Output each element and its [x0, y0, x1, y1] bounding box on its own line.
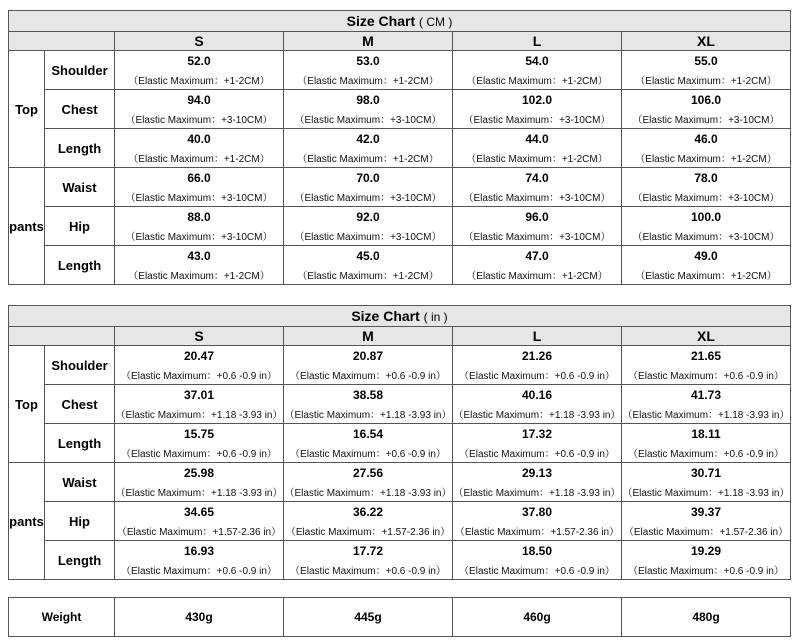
measure-value: 15.75 — [115, 424, 284, 444]
elastic-note: （Elastic Maximum：+1.18 -3.93 in） — [115, 404, 284, 424]
title-text: Size Chart — [351, 308, 420, 324]
measure-note-row — [9, 265, 791, 285]
size-header-row — [9, 32, 791, 51]
measure-value-row — [9, 502, 791, 522]
elastic-note: （Elastic Maximum：+0.6 -0.9 in） — [622, 365, 791, 385]
measure-label: Chest — [45, 385, 115, 424]
elastic-note: （Elastic Maximum：+3-10CM） — [284, 109, 453, 129]
title-text: Size Chart — [346, 13, 416, 29]
measure-value-row — [9, 90, 791, 110]
measure-note-row — [9, 365, 791, 385]
elastic-note: （Elastic Maximum：+0.6 -0.9 in） — [115, 443, 284, 463]
elastic-note: （Elastic Maximum：+1.18 -3.93 in） — [622, 404, 791, 424]
measure-label: Chest — [45, 90, 115, 129]
elastic-note: （Elastic Maximum：+3-10CM） — [622, 226, 791, 246]
measure-label: Length — [45, 246, 115, 285]
measure-value: 43.0 — [115, 246, 284, 266]
elastic-note: （Elastic Maximum：+1-2CM） — [115, 148, 284, 168]
elastic-note: （Elastic Maximum：+1-2CM） — [622, 265, 791, 285]
title-row — [9, 11, 791, 32]
elastic-note: （Elastic Maximum：+0.6 -0.9 in） — [115, 560, 284, 580]
elastic-note: （Elastic Maximum：+0.6 -0.9 in） — [115, 365, 284, 385]
measure-value-row — [9, 168, 791, 188]
weight-value-s: 430g — [115, 598, 284, 637]
elastic-note: （Elastic Maximum：+3-10CM） — [284, 226, 453, 246]
measure-value: 45.0 — [284, 246, 453, 266]
elastic-note: （Elastic Maximum：+3-10CM） — [115, 226, 284, 246]
size-chart-in-table — [8, 305, 791, 580]
measure-value: 47.0 — [453, 246, 622, 266]
measure-value-row — [9, 463, 791, 483]
measure-value: 16.93 — [115, 541, 284, 561]
measure-note-row — [9, 70, 791, 90]
measure-value: 40.0 — [115, 129, 284, 149]
measure-value: 25.98 — [115, 463, 284, 483]
title-unit: ( in ) — [423, 310, 448, 324]
title-unit: ( CM ) — [419, 15, 453, 29]
elastic-note: （Elastic Maximum：+3-10CM） — [453, 187, 622, 207]
elastic-note: （Elastic Maximum：+0.6 -0.9 in） — [622, 443, 791, 463]
weight-value-l: 460g — [453, 598, 622, 637]
measure-value: 38.58 — [284, 385, 453, 405]
elastic-note: （Elastic Maximum：+1.18 -3.93 in） — [115, 482, 284, 502]
size-header: M — [284, 327, 453, 346]
header-blank-cell — [9, 327, 115, 346]
measure-value: 78.0 — [622, 168, 791, 188]
elastic-note: （Elastic Maximum：+1-2CM） — [622, 70, 791, 90]
elastic-note: （Elastic Maximum：+3-10CM） — [115, 187, 284, 207]
measure-value-row — [9, 51, 791, 71]
elastic-note: （Elastic Maximum：+0.6 -0.9 in） — [284, 365, 453, 385]
measure-value-row — [9, 424, 791, 444]
elastic-note: （Elastic Maximum：+1-2CM） — [115, 70, 284, 90]
size-header: S — [115, 32, 284, 51]
elastic-note: （Elastic Maximum：+1-2CM） — [284, 265, 453, 285]
elastic-note: （Elastic Maximum：+1.18 -3.93 in） — [453, 482, 622, 502]
elastic-note: （Elastic Maximum：+3-10CM） — [284, 187, 453, 207]
measure-value: 54.0 — [453, 51, 622, 71]
elastic-note: （Elastic Maximum：+1-2CM） — [622, 148, 791, 168]
measure-note-row — [9, 482, 791, 502]
measure-value: 102.0 — [453, 90, 622, 110]
measure-label: Length — [45, 424, 115, 463]
weight-row — [9, 598, 791, 637]
measure-value: 37.01 — [115, 385, 284, 405]
measure-value: 20.87 — [284, 346, 453, 366]
measure-value: 53.0 — [284, 51, 453, 71]
measure-value: 41.73 — [622, 385, 791, 405]
measure-value: 98.0 — [284, 90, 453, 110]
measure-value: 88.0 — [115, 207, 284, 227]
measure-value: 39.37 — [622, 502, 791, 522]
measure-value-row — [9, 346, 791, 366]
elastic-note: （Elastic Maximum：+0.6 -0.9 in） — [453, 443, 622, 463]
table-title — [9, 11, 791, 32]
measure-value: 96.0 — [453, 207, 622, 227]
measure-value: 74.0 — [453, 168, 622, 188]
size-header-row — [9, 327, 791, 346]
elastic-note: （Elastic Maximum：+1.18 -3.93 in） — [622, 482, 791, 502]
group-label: pants — [9, 463, 45, 580]
weight-table — [8, 597, 791, 637]
weight-label: Weight — [9, 598, 115, 637]
measure-note-row — [9, 443, 791, 463]
measure-label: Hip — [45, 502, 115, 541]
measure-value: 30.71 — [622, 463, 791, 483]
elastic-note: （Elastic Maximum：+1-2CM） — [115, 265, 284, 285]
elastic-note: （Elastic Maximum：+1.18 -3.93 in） — [284, 404, 453, 424]
size-header: XL — [622, 327, 791, 346]
elastic-note: （Elastic Maximum：+1.18 -3.93 in） — [453, 404, 622, 424]
measure-note-row — [9, 109, 791, 129]
size-header: M — [284, 32, 453, 51]
measure-value-row — [9, 385, 791, 405]
size-header: L — [453, 32, 622, 51]
elastic-note: （Elastic Maximum：+1.18 -3.93 in） — [284, 482, 453, 502]
measure-value: 55.0 — [622, 51, 791, 71]
measure-value: 49.0 — [622, 246, 791, 266]
measure-value: 17.32 — [453, 424, 622, 444]
elastic-note: （Elastic Maximum：+0.6 -0.9 in） — [453, 560, 622, 580]
elastic-note: （Elastic Maximum：+3-10CM） — [622, 187, 791, 207]
measure-value-row — [9, 207, 791, 227]
elastic-note: （Elastic Maximum：+1.57-2.36 in） — [622, 521, 791, 541]
measure-value-row — [9, 246, 791, 266]
measure-value: 40.16 — [453, 385, 622, 405]
elastic-note: （Elastic Maximum：+1-2CM） — [453, 70, 622, 90]
measure-note-row — [9, 560, 791, 580]
measure-note-row — [9, 226, 791, 246]
measure-value: 34.65 — [115, 502, 284, 522]
measure-value: 20.47 — [115, 346, 284, 366]
size-header: L — [453, 327, 622, 346]
elastic-note: （Elastic Maximum：+1-2CM） — [453, 265, 622, 285]
elastic-note: （Elastic Maximum：+3-10CM） — [622, 109, 791, 129]
measure-value-row — [9, 129, 791, 149]
measure-value: 21.65 — [622, 346, 791, 366]
group-label: Top — [9, 51, 45, 168]
elastic-note: （Elastic Maximum：+3-10CM） — [115, 109, 284, 129]
measure-value: 66.0 — [115, 168, 284, 188]
measure-value: 94.0 — [115, 90, 284, 110]
measure-value: 18.50 — [453, 541, 622, 561]
elastic-note: （Elastic Maximum：+0.6 -0.9 in） — [622, 560, 791, 580]
title-row — [9, 306, 791, 327]
weight-value-xl: 480g — [622, 598, 791, 637]
group-label: Top — [9, 346, 45, 463]
measure-value: 19.29 — [622, 541, 791, 561]
measure-value: 52.0 — [115, 51, 284, 71]
measure-value: 100.0 — [622, 207, 791, 227]
measure-value: 46.0 — [622, 129, 791, 149]
header-blank-cell — [9, 32, 115, 51]
measure-label: Hip — [45, 207, 115, 246]
measure-note-row — [9, 404, 791, 424]
elastic-note: （Elastic Maximum：+1-2CM） — [284, 70, 453, 90]
table-title — [9, 306, 791, 327]
elastic-note: （Elastic Maximum：+1-2CM） — [284, 148, 453, 168]
elastic-note: （Elastic Maximum：+1.57-2.36 in） — [453, 521, 622, 541]
group-label: pants — [9, 168, 45, 285]
elastic-note: （Elastic Maximum：+1-2CM） — [453, 148, 622, 168]
weight-value-m: 445g — [284, 598, 453, 637]
measure-value: 17.72 — [284, 541, 453, 561]
elastic-note: （Elastic Maximum：+0.6 -0.9 in） — [284, 443, 453, 463]
measure-value: 106.0 — [622, 90, 791, 110]
measure-value: 21.26 — [453, 346, 622, 366]
measure-label: Waist — [45, 168, 115, 207]
measure-value: 44.0 — [453, 129, 622, 149]
measure-note-row — [9, 187, 791, 207]
measure-note-row — [9, 148, 791, 168]
measure-label: Shoulder — [45, 346, 115, 385]
measure-label: Length — [45, 541, 115, 580]
measure-value: 16.54 — [284, 424, 453, 444]
elastic-note: （Elastic Maximum：+1.57-2.36 in） — [115, 521, 284, 541]
elastic-note: （Elastic Maximum：+1.57-2.36 in） — [284, 521, 453, 541]
elastic-note: （Elastic Maximum：+3-10CM） — [453, 109, 622, 129]
elastic-note: （Elastic Maximum：+3-10CM） — [453, 226, 622, 246]
measure-value-row — [9, 541, 791, 561]
measure-note-row — [9, 521, 791, 541]
measure-label: Length — [45, 129, 115, 168]
measure-value: 92.0 — [284, 207, 453, 227]
measure-value: 27.56 — [284, 463, 453, 483]
measure-value: 29.13 — [453, 463, 622, 483]
size-chart-cm-table — [8, 10, 791, 285]
measure-value: 70.0 — [284, 168, 453, 188]
elastic-note: （Elastic Maximum：+0.6 -0.9 in） — [453, 365, 622, 385]
measure-value: 36.22 — [284, 502, 453, 522]
measure-value: 37.80 — [453, 502, 622, 522]
measure-value: 18.11 — [622, 424, 791, 444]
measure-label: Shoulder — [45, 51, 115, 90]
size-header: S — [115, 327, 284, 346]
measure-label: Waist — [45, 463, 115, 502]
elastic-note: （Elastic Maximum：+0.6 -0.9 in） — [284, 560, 453, 580]
size-header: XL — [622, 32, 791, 51]
measure-value: 42.0 — [284, 129, 453, 149]
